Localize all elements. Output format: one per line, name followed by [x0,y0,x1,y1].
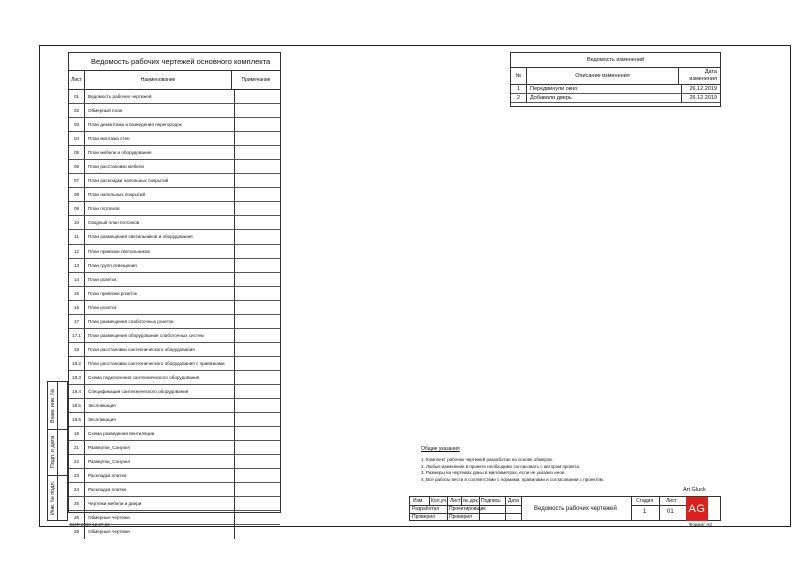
row-drawing-name: План потолков [85,202,235,215]
row-sheet-number: 06 [69,160,85,173]
row-note [235,90,280,103]
row-note [235,469,280,482]
row-drawing-name: План розеток [85,301,235,314]
row-note [235,273,280,286]
strip-label: Взам. инв. № [49,388,56,423]
table-row [69,441,280,455]
strip-label: Инв. № подл. [49,480,56,515]
tb-stadia-label: Стадия [636,498,654,504]
changes-rows [511,85,720,103]
row-sheet-number: 17.1 [69,329,85,342]
title-block [409,496,721,521]
changes-header-num: № [511,68,527,84]
tb-list-label: Лист [666,498,677,504]
table-row [69,329,280,343]
row-note [235,188,280,201]
table-row [69,245,280,259]
table-row [69,497,280,511]
row-sheet-number: 02 [69,104,85,117]
row-sheet-number: 23 [69,469,85,482]
table-row [69,188,280,202]
change-number: 1 [511,85,527,93]
row-note [235,329,280,342]
table-row [69,118,280,132]
row-note [235,511,280,524]
table-row [69,427,280,441]
row-drawing-name: План привязки светильников [85,245,235,258]
general-notes [421,446,721,483]
row-drawing-name: Экспликация [85,413,235,426]
table-row [69,259,280,273]
row-note [235,230,280,243]
table-row [69,90,280,104]
table-row [69,287,280,301]
row-sheet-number: 09 [69,202,85,215]
table-row [69,202,280,216]
row-sheet-number: 17 [69,315,85,328]
tb-list-value: 01 [667,509,674,515]
row-sheet-number: 12 [69,245,85,258]
row-sheet-number: 18.4 [69,385,85,398]
row-drawing-name: План розеток [85,273,235,286]
row-drawing-name: Развертки_Санузел [85,441,235,454]
drawings-list-rows [69,90,280,539]
table-row [69,455,280,469]
row-note [235,385,280,398]
row-drawing-name: План раскладки напольных покрытий [85,174,235,187]
row-drawing-name: Чертежи мебели и двери [85,497,235,510]
tb-podp: Подпись [481,498,501,504]
tb-ndok: № док. [463,498,480,504]
row-note [235,118,280,131]
table-row [69,301,280,315]
row-note [235,174,280,187]
notes-line: 4. Все работы вести в соответствии с нормами, правилами и согласовании с проектом. [421,476,605,482]
change-number: 2 [511,94,527,102]
row-drawing-name: План расстановки сантехнического оборудования с привязками [85,357,235,370]
tb-razrab: Разработал [412,506,440,512]
row-sheet-number: 24 [69,483,85,496]
row-note [235,427,280,440]
row-drawing-name: План привязки розеток [85,287,235,300]
binding-strip [47,381,68,521]
change-description: Добавили дверь [527,94,682,102]
row-sheet-number: 19 [69,427,85,440]
changes-table [510,52,721,107]
row-sheet-number: 18.5 [69,399,85,412]
changes-title: Ведомость изменений [511,53,720,68]
row-drawing-name: Развертки_Санузел [85,455,235,468]
changes-header-date: Дата изменения [689,69,717,82]
row-sheet-number: 08 [69,188,85,201]
row-sheet-number: 18.2 [69,357,85,370]
row-note [235,497,280,510]
changes-header-desc: Описание изменения [527,68,679,84]
row-drawing-name: Обмерный план [85,104,235,117]
row-note [235,357,280,370]
table-row [69,343,280,357]
row-drawing-name: Экспликация [85,399,235,412]
table-row [69,146,280,160]
row-drawing-name: Обмерные чертежи [85,511,235,524]
row-note [235,413,280,426]
table-row [69,273,280,287]
table-row [69,413,280,427]
tb-prover: Проверил [412,514,436,520]
row-drawing-name: Раскладка плитки [85,469,235,482]
row-drawing-name: План размещения оборудования слаботочных систем [85,329,235,342]
row-drawing-name: Раскладка плитки [85,483,235,496]
table-row [69,399,280,413]
row-drawing-name: План напольных покрытий [85,188,235,201]
change-description: Передвинули окно [527,85,682,93]
strip-cell [48,475,67,520]
changes-header [511,68,720,85]
row-note [235,146,280,159]
row-sheet-number: 01 [69,90,85,103]
row-sheet-number: 14 [69,273,85,286]
row-note [235,483,280,496]
ag-logo: AG [686,497,708,521]
row-note [235,301,280,314]
row-sheet-number: 15 [69,287,85,300]
row-note [235,160,280,173]
tb-list: Лист [450,498,461,504]
row-note [235,343,280,356]
tb-prover-value: Проверил [449,514,473,520]
table-row [69,104,280,118]
table-row [69,315,280,329]
row-note [235,259,280,272]
row-note [235,104,280,117]
row-sheet-number: 18 [69,343,85,356]
table-row [69,469,280,483]
row-sheet-number: 10 [69,216,85,229]
row-sheet-number: 26 [69,525,85,538]
table-row [69,357,280,371]
row-drawing-name: План демонтажа и возведения перегородок [85,118,235,131]
row-drawing-name: План групп освещения [85,259,235,272]
row-sheet-number: 03 [69,118,85,131]
row-drawing-name: Обмерные чертежи [85,525,235,538]
row-sheet-number: 18.3 [69,371,85,384]
row-note [235,287,280,300]
row-note [235,315,280,328]
table-row [69,216,280,230]
row-drawing-name: План размещения слаботочных розеток [85,315,235,328]
row-sheet-number: 21 [69,441,85,454]
drawings-list-title: Ведомость рабочих чертежей основного комплекта [69,53,280,71]
row-drawing-name: Схема подключения сантехнического оборудования [85,371,235,384]
notes-title: Общие указания [421,446,460,452]
row-drawing-name: Спецификация сантехнического оборудования [85,385,235,398]
row-drawing-name: План расстановки сантехнического оборудования [85,343,235,356]
row-sheet-number: 16 [69,301,85,314]
row-note [235,525,280,538]
change-date: 26.12.2019 [689,95,717,101]
row-sheet-number: 18.6 [69,413,85,426]
row-note [235,455,280,468]
row-sheet-number: 25 [69,497,85,510]
table-row [511,85,720,94]
drawings-list-header [69,71,280,90]
table-row [69,230,280,244]
table-row [69,160,280,174]
author-name: Art Gluck [683,487,706,493]
row-sheet-number: 04 [69,132,85,145]
notes-line: 1. Комплект рабочих чертежей разработан на основе обмеров. [421,457,554,463]
sheet-format: Формат А3 [689,522,712,527]
file-stamp: БИФ 2020 12 27 22 [70,522,110,527]
table-row [511,94,720,103]
row-note [235,245,280,258]
row-sheet-number: 22 [69,455,85,468]
tb-doc-title: Ведомость рабочих чертежей [534,506,617,512]
header-name: Наименование [85,71,232,89]
table-row [69,385,280,399]
row-sheet-number: 26 [69,511,85,524]
table-row [69,525,280,538]
change-date: 26.12.2019 [689,86,717,92]
row-drawing-name: План размещения светильников и оборудования [85,230,235,243]
header-sheet: Лист [69,71,85,89]
row-drawing-name: План расстановки мебели [85,160,235,173]
notes-line: 3. Размеры на чертежах даны в миллиметрах, если не указано иное. [421,470,566,476]
row-sheet-number: 05 [69,146,85,159]
tb-kol: Кол.уч. [431,498,448,504]
row-sheet-number: 07 [69,174,85,187]
notes-line: 2. Любые изменения в проекте необходимо согласовать с автором проекта. [421,463,581,469]
table-row [69,174,280,188]
row-drawing-name: Схема разведения вентиляции [85,427,235,440]
row-drawing-name: План мебели и оборудования [85,146,235,159]
row-note [235,216,280,229]
table-row [69,132,280,146]
row-note [235,202,280,215]
row-sheet-number: 11 [69,230,85,243]
row-note [235,371,280,384]
table-row [69,483,280,497]
row-drawing-name: План монтажа стен [85,132,235,145]
row-note [235,441,280,454]
tb-stadia: 1 [643,509,647,515]
strip-label: Подп. и дата [49,435,56,469]
row-note [235,399,280,412]
tb-data: Дата [508,498,520,504]
row-sheet-number: 13 [69,259,85,272]
header-note: Примечание [241,77,271,83]
strip-cell [48,382,67,430]
tb-izm: Изм. [413,498,424,504]
row-note [235,132,280,145]
strip-cell [48,429,67,476]
table-row [69,371,280,385]
row-drawing-name: Сводный план потолков [85,216,235,229]
row-drawing-name: Ведомость рабочих чертежей [85,90,235,103]
tb-razrab-value: Проектировщик [449,506,486,512]
